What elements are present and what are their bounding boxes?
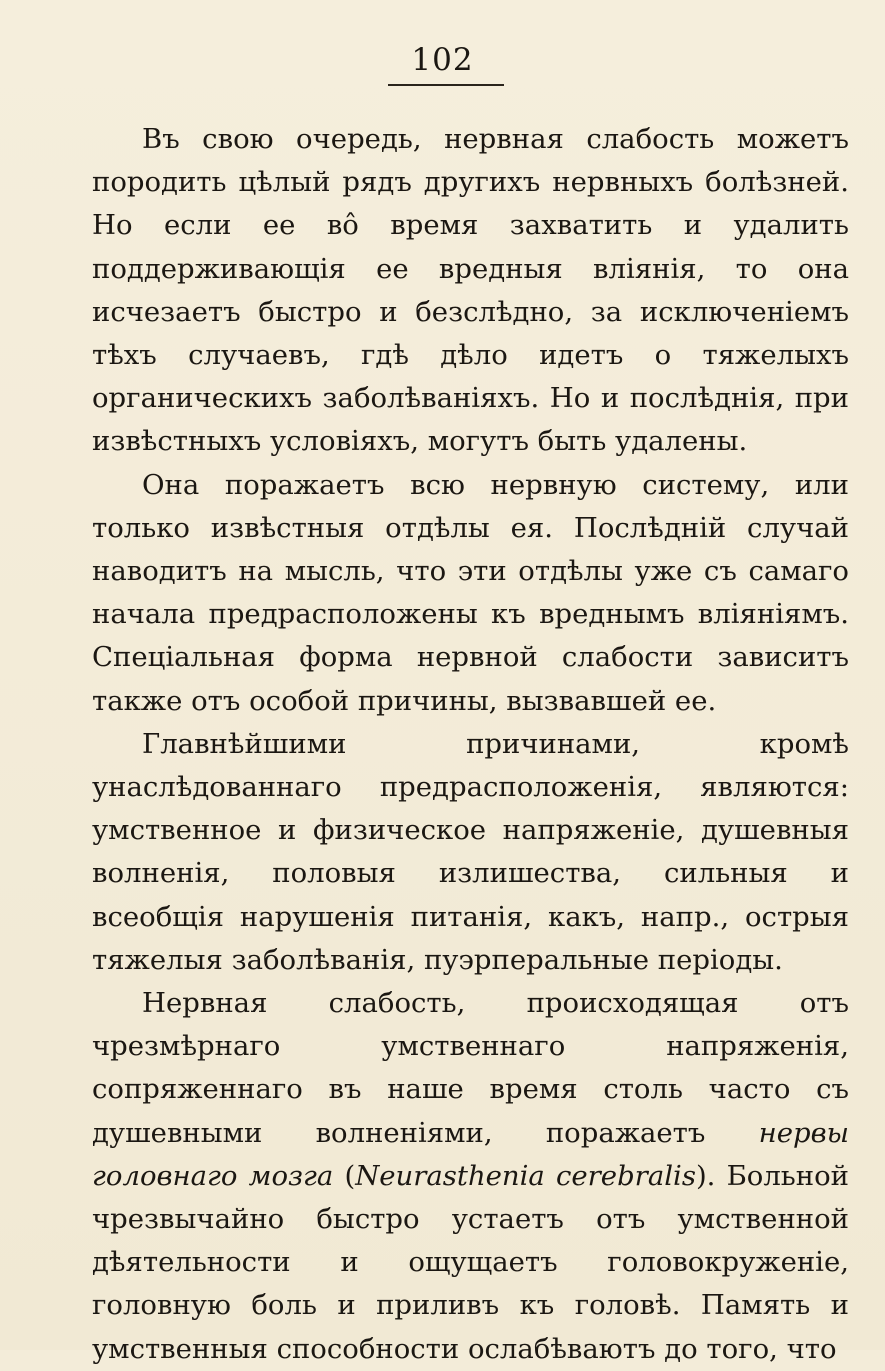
header-rule xyxy=(388,84,504,86)
italic-term-latin: Neurasthenia cerebralis xyxy=(355,1159,696,1192)
paragraph-4-paren: ( xyxy=(333,1159,356,1192)
body-text xyxy=(92,118,849,1371)
paragraph-3: Главнѣйшими причинами, кромѣ унаслѣдованнаго предрасположенія, являются: умственное и физическое напряженіе, душевныя волненія, половыя излишества, сильныя и всеобщія нарушенія питанія, какъ, напр., острыя тяжелыя заболѣванія, пуэрперальные періоды. xyxy=(92,727,849,976)
paragraph-2: Она поражаетъ всю нервную систему, или только извѣстныя отдѣлы ея. Послѣдній случай наводитъ на мысль, что эти отдѣлы уже съ самаго начала предрасположены къ вреднымъ вліяніямъ. Спеціальная форма нервной слабости зависитъ также отъ особой причины, вызвавшей ее. xyxy=(92,468,849,717)
paragraph-4 xyxy=(92,982,849,1371)
paragraph-4-text: Нервная слабость, происходящая отъ чрезмѣрнаго умственнаго напряженія, сопряженнаго въ наше время столь часто съ душевными волненіями, поражаетъ xyxy=(92,987,849,1149)
italic-term-russian: нервы головнаго мозга xyxy=(92,1116,849,1192)
paragraph-4-continuation: ). Больной чрезвычайно быстро устаетъ отъ умственной дѣятельности и ощущаетъ головокруженіе, головную боль и приливъ къ головѣ. Память и умственныя способности ослабѣваютъ до того, что xyxy=(92,1159,849,1365)
paragraph-1: Въ свою очередь, нервная слабость можетъ породить цѣлый рядъ другихъ нервныхъ болѣзней. Но если ее вô время захватить и удалить поддерживающія ее вредныя вліянія, то она исчезаетъ быстро и безслѣдно, за исключеніемъ тѣхъ случаевъ, гдѣ дѣло идетъ о тяжелыхъ органическихъ заболѣваніяхъ. Но и послѣднія, при извѣстныхъ условіяхъ, могутъ быть удалены. xyxy=(92,123,849,458)
page-number: 102 xyxy=(411,42,474,78)
